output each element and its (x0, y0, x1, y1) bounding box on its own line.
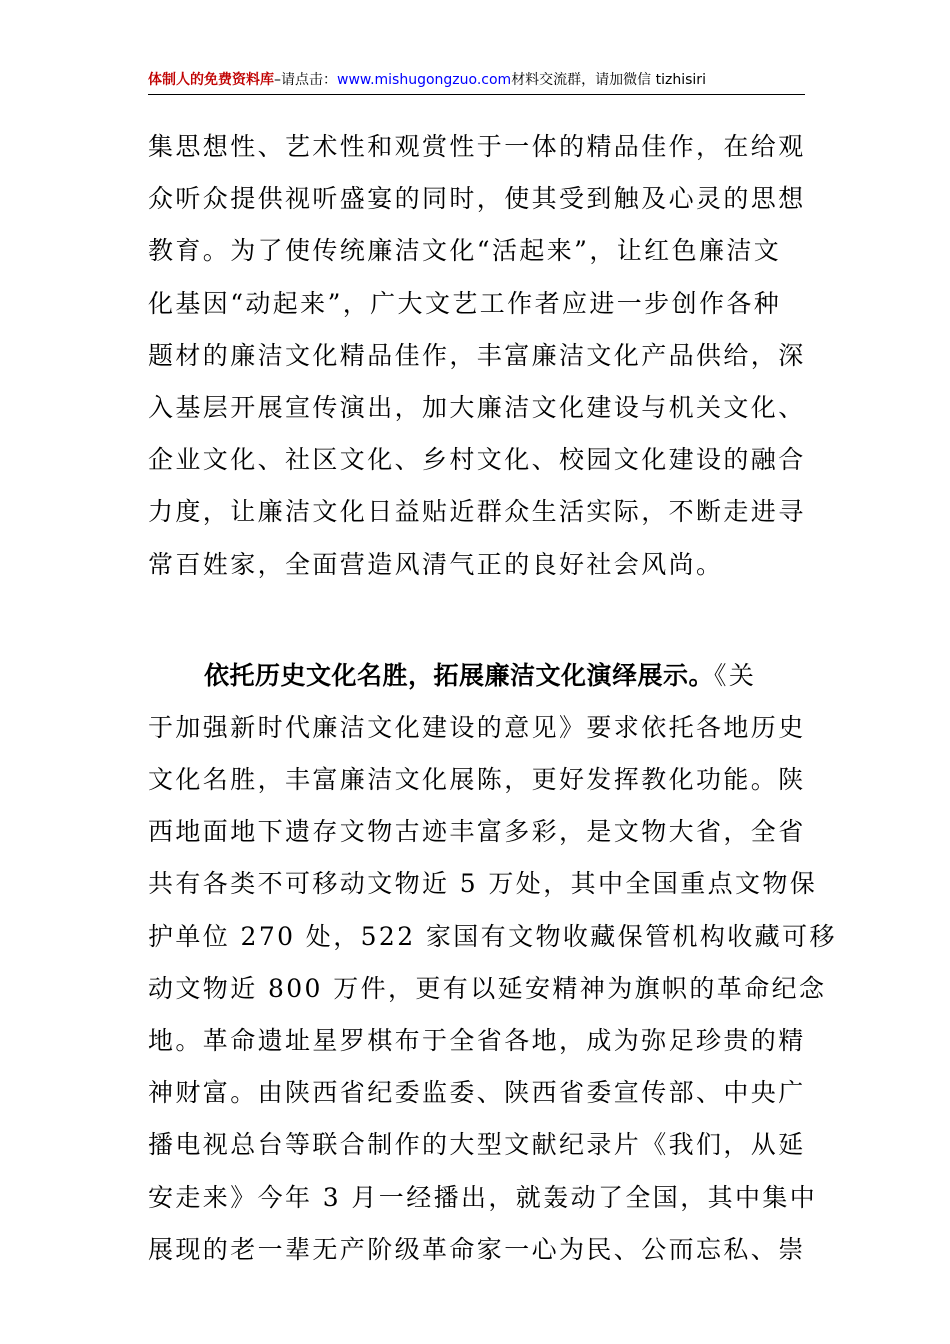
header-prompt: –请点击： (274, 72, 337, 88)
paragraph-heading: 依托历史文化名胜，拓展廉洁文化演绎展示。 (204, 660, 715, 690)
paragraph-line: 企业文化、社区文化、乡村文化、校园文化建设的融合 (148, 445, 806, 475)
paragraph-2 (148, 650, 837, 1276)
paragraph-first-line (148, 650, 808, 702)
paragraph-line: 于加强新时代廉洁文化建设的意见》要求依托各地历史 (148, 712, 806, 742)
paragraph-line: 题材的廉洁文化精品佳作，丰富廉洁文化产品供给，深 (148, 340, 806, 370)
paragraph-line: 神财富。由陕西省纪委监委、陕西省委宣传部、中央广 (148, 1078, 806, 1108)
header-url-link[interactable]: www.mishugongzuo.com (337, 72, 512, 88)
document-header (148, 68, 805, 95)
header-contact: 材料交流群，请加微信 tizhisiri (511, 72, 706, 88)
paragraph-line: 护单位 270 处，522 家国有文物收藏保管机构收藏可移 (148, 921, 837, 951)
paragraph-first-line-rest: 《关 (714, 660, 757, 690)
header-brand: 体制人的免费资料库 (148, 72, 274, 88)
paragraph-gap (148, 591, 808, 650)
paragraph-1 (148, 121, 808, 591)
paragraph-line: 文化名胜，丰富廉洁文化展陈，更好发挥教化功能。陕 (148, 765, 806, 795)
paragraph-line: 地。革命遗址星罗棋布于全省各地，成为弥足珍贵的精 (148, 1026, 806, 1055)
paragraph-line: 教育。为了使传统廉洁文化“活起来”，让红色廉洁文 (148, 236, 782, 266)
paragraph-line: 常百姓家，全面营造风清气正的良好社会风尚。 (148, 549, 724, 579)
paragraph-line: 动文物近 800 万件，更有以延安精神为旗帜的革命纪念 (148, 973, 827, 1003)
paragraph-line: 化基因“动起来”，广大文艺工作者应进一步创作各种 (148, 288, 782, 318)
paragraph-line: 展现的老一辈无产阶级革命家一心为民、公而忘私、崇 (148, 1234, 806, 1264)
paragraph-line: 安走来》今年 3 月一经播出，就轰动了全国，其中集中 (148, 1182, 818, 1212)
paragraph-line: 西地面地下遗存文物古迹丰富多彩，是文物大省，全省 (148, 817, 806, 847)
document-body (148, 121, 837, 1276)
paragraph-line: 众听众提供视听盛宴的同时，使其受到触及心灵的思想 (148, 184, 806, 214)
paragraph-line: 共有各类不可移动文物近 5 万处，其中全国重点文物保 (148, 869, 818, 899)
paragraph-line: 播电视总台等联合制作的大型文献纪录片《我们，从延 (148, 1130, 806, 1160)
paragraph-line: 力度，让廉洁文化日益贴近群众生活实际，不断走进寻 (148, 497, 806, 527)
paragraph-line: 集思想性、艺术性和观赏性于一体的精品佳作，在给观 (148, 132, 806, 161)
paragraph-line: 入基层开展宣传演出，加大廉洁文化建设与机关文化、 (148, 392, 806, 422)
